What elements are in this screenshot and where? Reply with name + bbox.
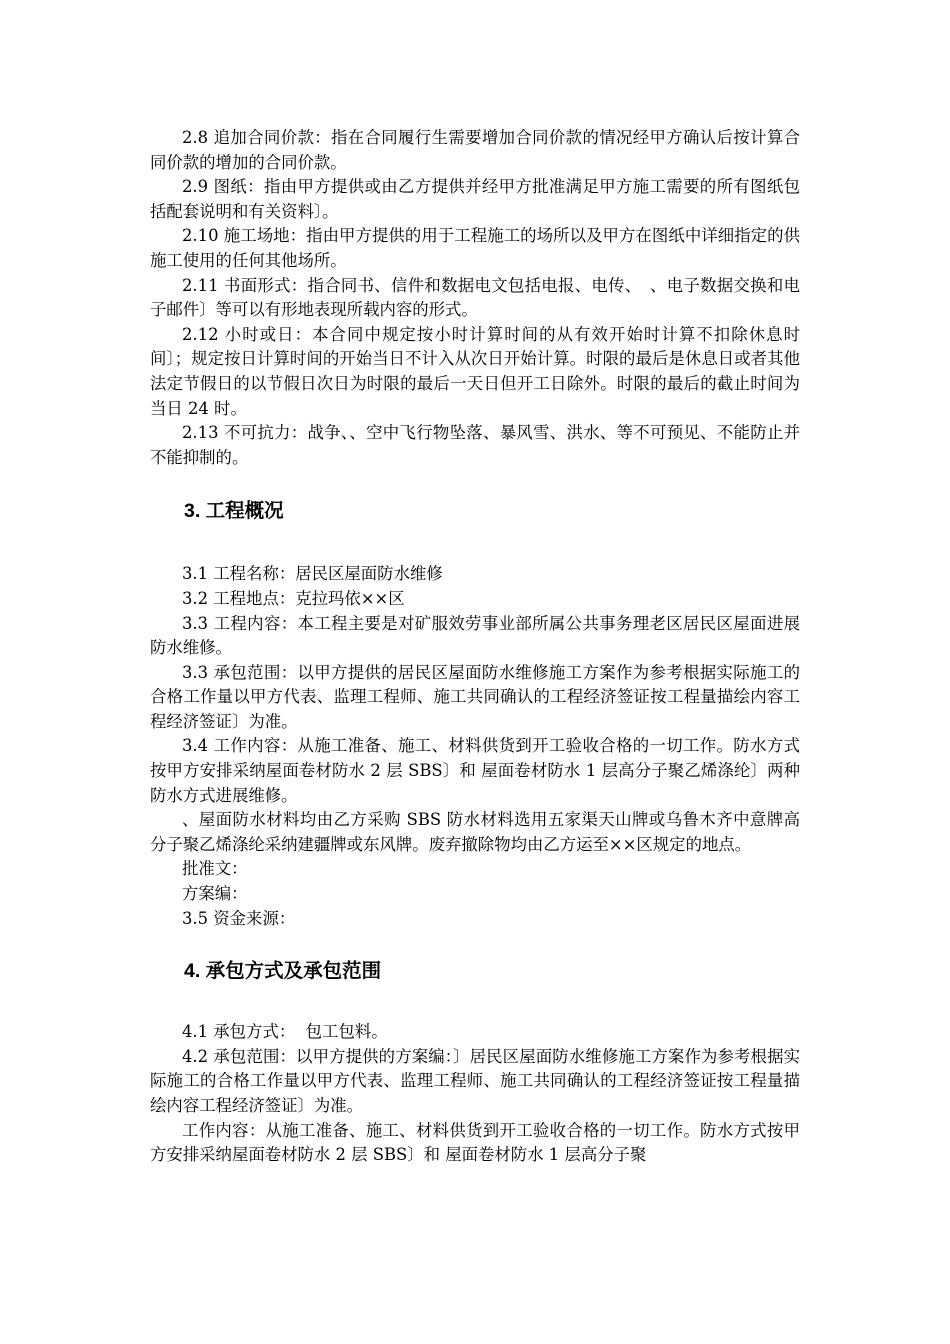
approval-doc-line: 批准文： [182, 859, 248, 879]
clause-2-8: 2.8 追加合同价款：指在合同履行生需要增加合同价款的情况经甲方确认后按计算合同价款的增加的合同价款。 [150, 128, 800, 172]
clause-3-3-scope: 3.3 承包范围：以甲方提供的居民区屋面防水维修施工方案作为参考根据实际施工的合格工作量以甲方代表、监理工程师、施工共同确认的工程经济签证按工程量描绘内容工程经济签证〕为准。 [150, 662, 800, 731]
clause-3-4: 3.4 工作内容：从施工准备、施工、材料供货到开工验收合格的一切工作。防水方式按甲方安排采纳屋面卷材防水 2 层 SBS〕和 屋面卷材防水 1 层高分子聚乙烯涤纶〕两种防水方式进展维修。 [150, 736, 800, 805]
clause-2-12: 2.12 小时或日：本合同中规定按小时计算时间的从有效开始时计算不扣除休息时间〕；规定按日计算时间的开始当日不计入从次日开始计算。时限的最后是休息日或者其他法定节假日的以节假日次日为时限的最后一天日但开工日除外。时限的最后的截止时间为当日 24 时。 [150, 324, 800, 418]
plan-number-line: 方案编： [182, 884, 248, 904]
clause-3-5: 3.5 资金来源： [182, 908, 296, 928]
clause-2-13: 2.13 不可抗力：战争、、空中飞行物坠落、暴风雪、洪水、等不可预见、不能防止并不能抑制的。 [150, 423, 800, 467]
clause-2-10: 2.10 施工场地：指由甲方提供的用于工程施工的场所以及甲方在图纸中详细指定的供施工使用的任何其他场所。 [150, 226, 800, 270]
work-content-paragraph: 工作内容：从施工准备、施工、材料供货到开工验收合格的一切工作。防水方式按甲方安排采纳屋面卷材防水 2 层 SBS〕和 屋面卷材防水 1 层高分子聚 [150, 1120, 800, 1165]
clause-4-1: 4.1 承包方式： 包工包料。 [182, 1022, 388, 1042]
materials-paragraph: 、屋面防水材料均由乙方采购 SBS 防水材料选用五家渠天山牌或乌鲁木齐中意牌高分子聚乙烯涤纶采纳建疆牌或东风牌。废弃撤除物均由乙方运至××区规定的地点。 [150, 810, 800, 854]
clause-4-2: 4.2 承包范围：以甲方提供的方案编：〕居民区屋面防水维修施工方案作为参考根据实际施工的合格工作量以甲方代表、监理工程师、施工共同确认的工程经济签证按工程量描绘内容工程经济签证〕为准。 [150, 1046, 800, 1115]
document-page [150, 126, 800, 1168]
section-4-heading: 4. 承包方式及承包范围 [184, 960, 382, 983]
clause-3-1: 3.1 工程名称：居民区屋面防水维修 [182, 564, 443, 584]
section-3-heading: 3. 工程概况 [184, 500, 284, 523]
clause-2-9: 2.9 图纸：指由甲方提供或由乙方提供并经甲方批准满足甲方施工需要的所有图纸包括配套说明和有关资料〕。 [150, 177, 800, 221]
clause-3-3-content: 3.3 工程内容：本工程主要是对矿服效劳事业部所属公共事务理老区居民区屋面进展防水维修。 [150, 613, 800, 658]
clause-2-11: 2.11 书面形式：指合同书、信件和数据电文包括电报、电传、 、电子数据交换和电子邮件〕等可以有形地表现所载内容的形式。 [150, 275, 800, 320]
clause-3-2: 3.2 工程地点：克拉玛依××区 [182, 588, 405, 608]
